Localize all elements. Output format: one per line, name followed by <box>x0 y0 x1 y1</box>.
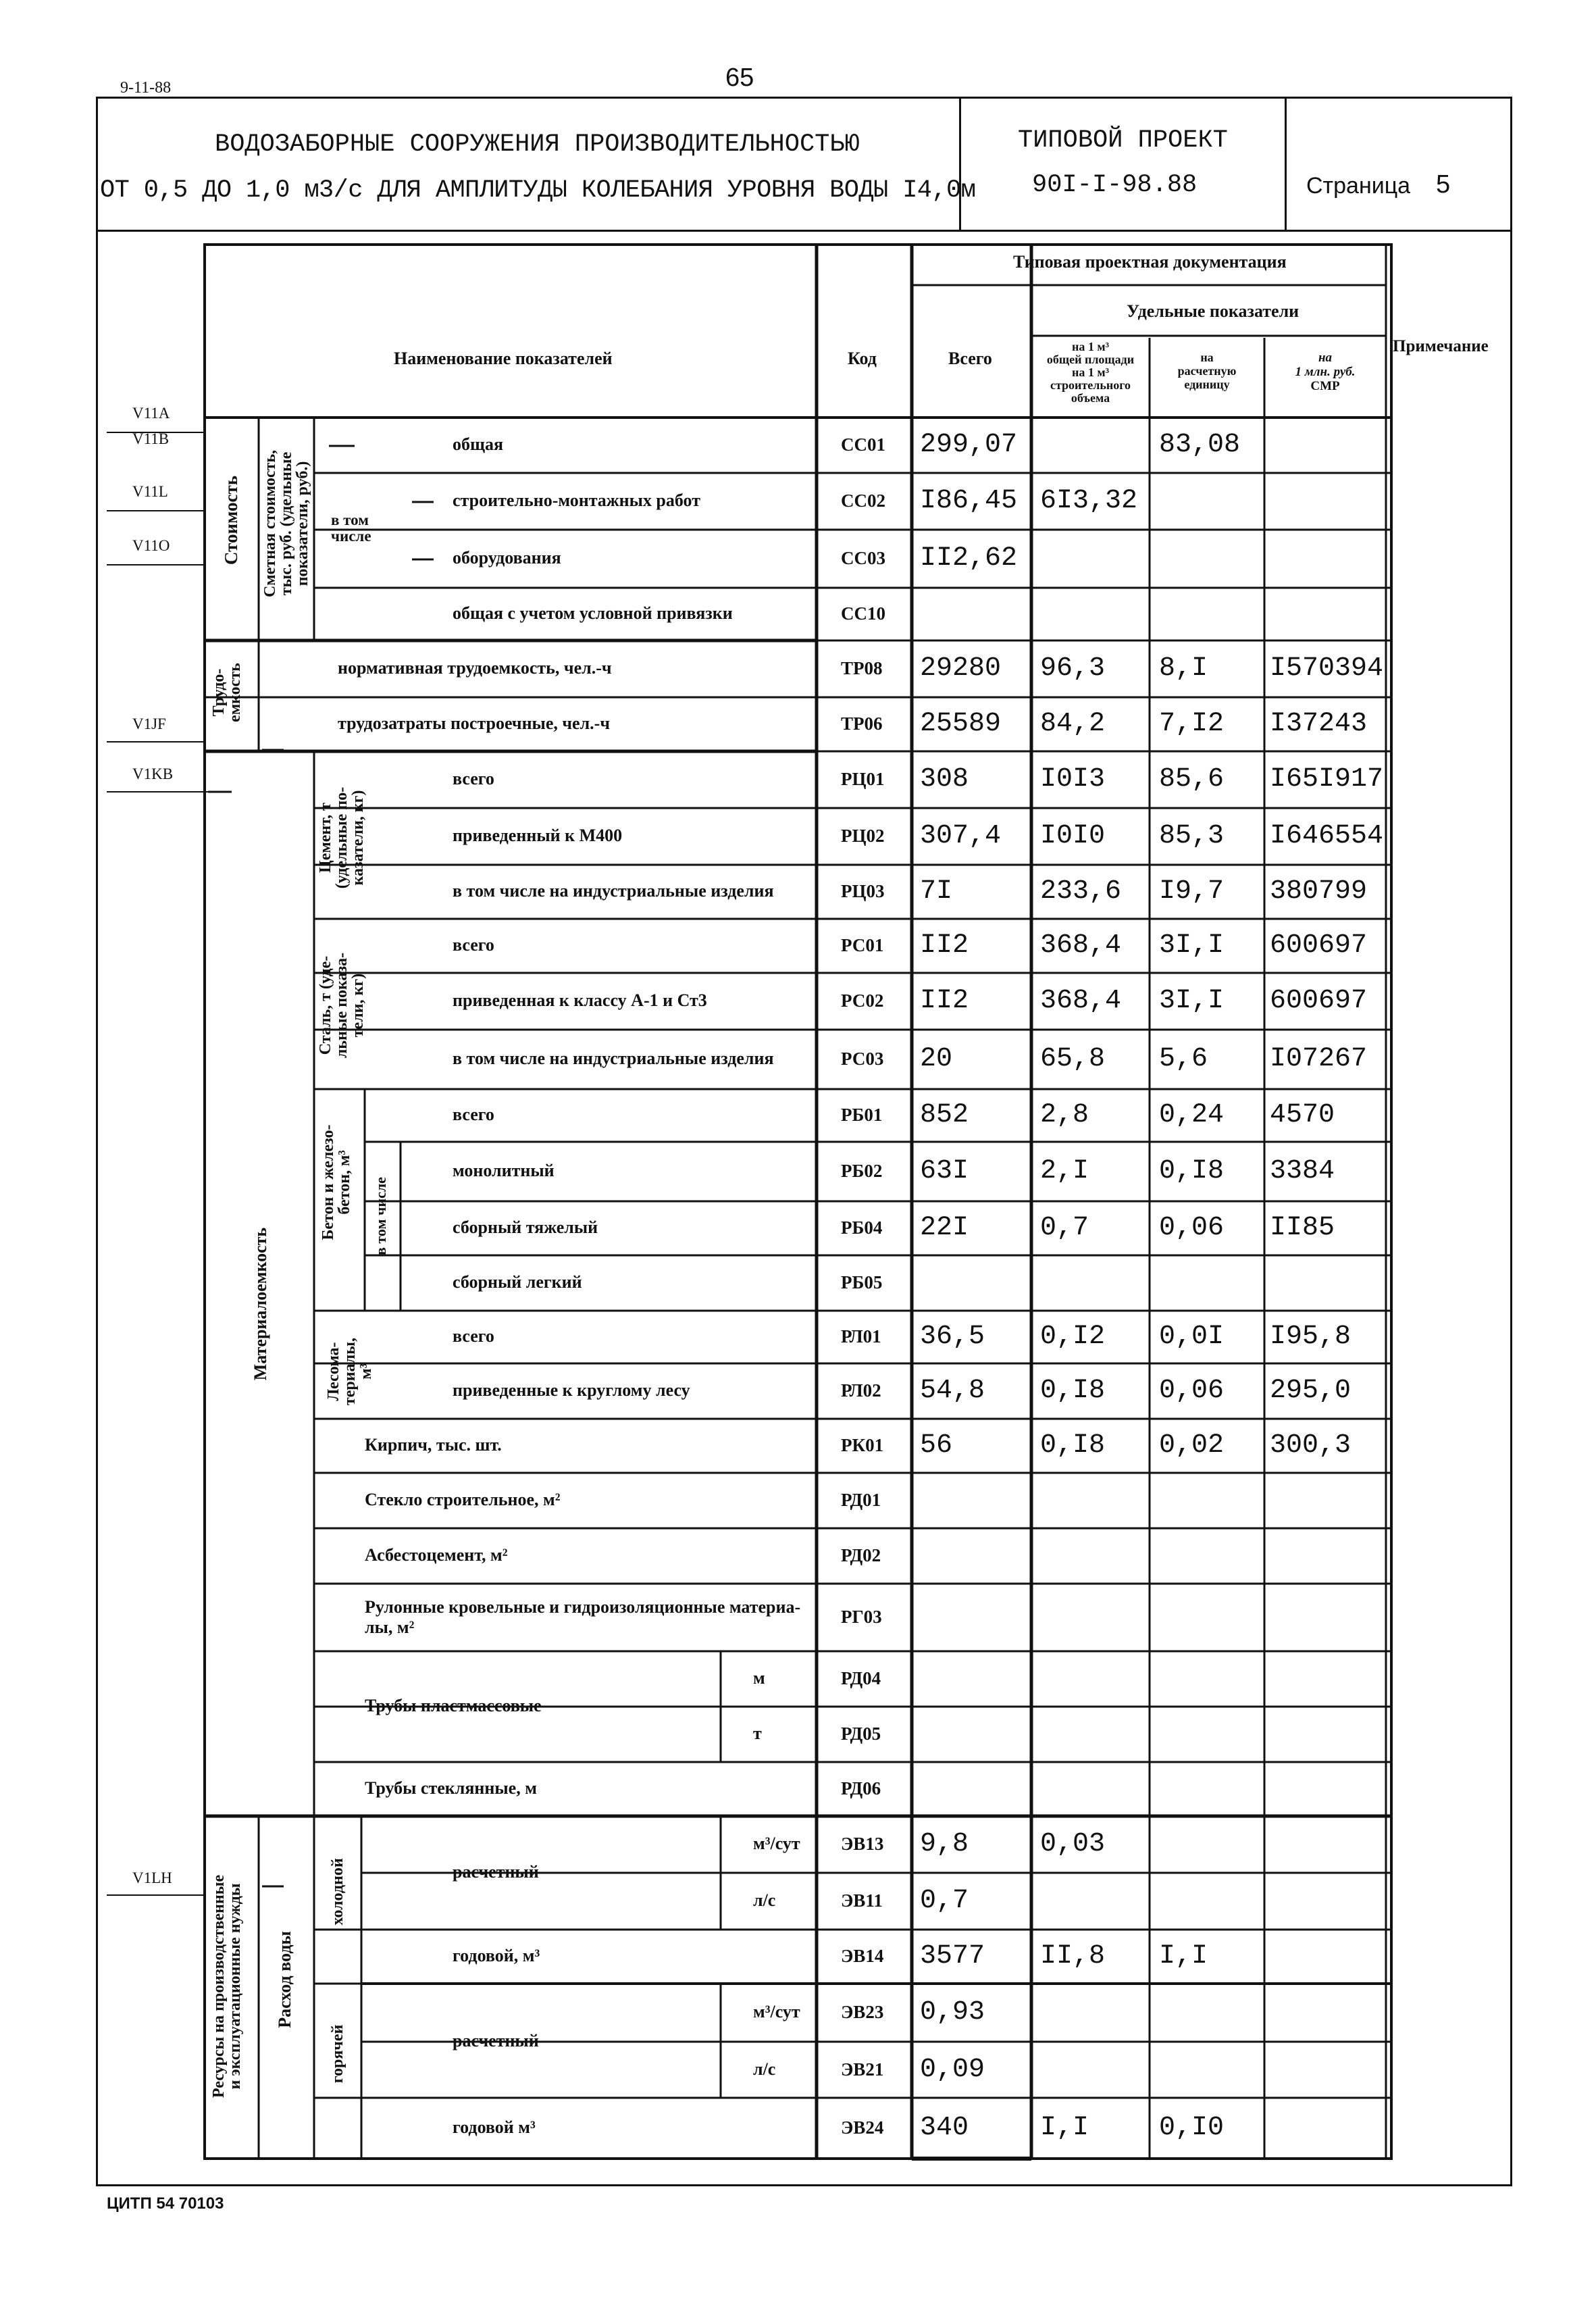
row-code: РЦ02 <box>841 826 885 846</box>
cell-per-mln: 4570 <box>1270 1100 1335 1130</box>
cell-per-mln: 295,0 <box>1270 1376 1352 1406</box>
row-code: РД01 <box>841 1490 881 1510</box>
row-name: всего <box>453 1326 494 1346</box>
footer-code: ЦИТП 54 70103 <box>107 2194 224 2213</box>
group-cement: Цемент, т (удельные по- казатели, кг) <box>317 786 367 889</box>
margin-code: V1LH <box>132 1869 172 1886</box>
margin-code: V1KB <box>132 765 174 782</box>
col-name-header: Наименование показателей <box>394 349 613 368</box>
cell-per-unit: 3I,I <box>1159 930 1225 961</box>
margin-code: V11O <box>132 537 170 554</box>
row-code: ТР06 <box>841 713 883 734</box>
cell-per-mln: 300,3 <box>1270 1430 1352 1461</box>
cell-per-m2: 368,4 <box>1040 986 1122 1016</box>
row-name: всего <box>453 1105 494 1124</box>
row-code: РЦ03 <box>841 881 885 901</box>
cell-per-m2: I0I3 <box>1040 764 1106 795</box>
cell-per-m2: 0,7 <box>1040 1213 1089 1243</box>
page-label: Страница <box>1306 173 1411 199</box>
row-name: Трубы пластмассовые <box>365 1696 542 1715</box>
row-name: всего <box>453 769 494 788</box>
col-total-header: Всего <box>948 349 992 368</box>
col-specific-header: Удельные показатели <box>1127 301 1299 321</box>
row-name: в том числе на индустриальные изделия <box>453 1049 774 1068</box>
row-code: РД04 <box>841 1668 881 1688</box>
cell-per-mln: I07267 <box>1270 1044 1368 1074</box>
cell-total: 0,7 <box>920 1886 969 1916</box>
cell-per-unit: 0,24 <box>1159 1100 1225 1130</box>
cell-per-m2: 0,I8 <box>1040 1376 1106 1406</box>
group-concrete: Бетон и железо- бетон, м³ <box>319 1124 353 1240</box>
cell-total: 63I <box>920 1156 969 1186</box>
row-name: Стекло строительное, м² <box>365 1490 561 1509</box>
row-unit-label: т <box>753 1724 762 1743</box>
cell-per-m2: 96,3 <box>1040 653 1106 684</box>
row-code: ЭВ11 <box>841 1890 883 1911</box>
cell-per-unit: I,I <box>1159 1941 1208 1971</box>
row-code: ТР08 <box>841 658 883 678</box>
margin-code: V1JF <box>132 715 166 732</box>
row-name: годовой м³ <box>453 2117 536 2137</box>
row-code: РД06 <box>841 1778 881 1799</box>
row-code: РЛ02 <box>841 1380 881 1401</box>
group-water: Расход воды <box>275 1931 294 2028</box>
row-name: общая <box>453 434 504 454</box>
group-material: Материалоемкость <box>251 1227 270 1381</box>
row-name: монолитный <box>453 1161 555 1180</box>
row-code: РД02 <box>841 1545 881 1565</box>
group-including: в том числе <box>331 511 371 545</box>
project-label: ТИПОВОЙ ПРОЕКТ <box>1018 126 1228 155</box>
cell-per-m2: 0,I8 <box>1040 1430 1106 1461</box>
row-name: лы, м² <box>365 1617 415 1637</box>
cell-per-m2: 6I3,32 <box>1040 486 1138 516</box>
cell-total: 7I <box>920 876 953 907</box>
row-name: строительно-монтажных работ <box>453 491 700 510</box>
group-labor: Трудо- емкость <box>210 663 244 722</box>
row-name: приведенные к круглому лесу <box>453 1380 690 1400</box>
row-code: ЭВ13 <box>841 1834 884 1854</box>
row-name: приведенный к М400 <box>453 826 623 845</box>
page-number: 65 <box>725 64 754 92</box>
cell-total: 36,5 <box>920 1322 985 1352</box>
row-name: расчетный <box>453 2031 539 2051</box>
cell-total: 852 <box>920 1100 969 1130</box>
cell-per-mln: II85 <box>1270 1213 1335 1243</box>
row-code: РЦ01 <box>841 769 885 789</box>
cell-per-unit: 85,3 <box>1159 821 1225 851</box>
cell-per-unit: 85,6 <box>1159 764 1225 795</box>
title-line-1: ВОДОЗАБОРНЫЕ СООРУЖЕНИЯ ПРОИЗВОДИТЕЛЬНОСТЬЮ <box>215 130 860 159</box>
cell-per-mln: 380799 <box>1270 876 1368 907</box>
cell-per-m2: 2,I <box>1040 1156 1089 1186</box>
row-name: приведенная к классу А-1 и Ст3 <box>453 990 707 1010</box>
row-unit-label: м³/сут <box>753 2002 800 2021</box>
row-code: РБ01 <box>841 1105 883 1125</box>
cell-per-unit: 3I,I <box>1159 986 1225 1016</box>
cell-total: I86,45 <box>920 486 1018 516</box>
cell-per-m2: 65,8 <box>1040 1044 1106 1074</box>
cell-per-mln: I570394 <box>1270 653 1384 684</box>
row-code: СС01 <box>841 434 885 455</box>
row-code: РК01 <box>841 1435 884 1455</box>
cell-per-m2: I,I <box>1040 2113 1089 2143</box>
col-per-mln-header: на 1 млн. руб. СМР <box>1295 351 1356 393</box>
row-name: общая с учетом условной привязки <box>453 603 733 623</box>
cell-total: 54,8 <box>920 1376 985 1406</box>
row-unit-label: м <box>753 1668 765 1688</box>
group-cost-sub: Сметная стоимость, тыс. руб. (удельные показатели, руб.) <box>261 449 311 598</box>
row-code: РС03 <box>841 1049 884 1069</box>
cell-per-unit: 0,I8 <box>1159 1156 1225 1186</box>
row-name: в том числе на индустриальные изделия <box>453 881 774 901</box>
cell-total: 308 <box>920 764 969 795</box>
cell-per-m2: 84,2 <box>1040 709 1106 739</box>
group-steel: Сталь, т (уде- льные показа- тели, кг) <box>317 952 367 1059</box>
cell-per-mln: 600697 <box>1270 930 1368 961</box>
cell-per-mln: I65I917 <box>1270 764 1384 795</box>
row-code: РД05 <box>841 1724 881 1744</box>
cell-per-unit: 0,0I <box>1159 1322 1225 1352</box>
project-number: 90I-I-98.88 <box>1032 171 1198 199</box>
group-cost: Стоимость <box>221 475 241 565</box>
row-code: СС03 <box>841 548 885 568</box>
col-code-header: Код <box>848 349 877 368</box>
cell-total: 0,93 <box>920 1997 985 2028</box>
group-timber: Лесома- териалы, м³ <box>325 1337 375 1406</box>
row-name: Кирпич, тыс. шт. <box>365 1435 502 1455</box>
cell-per-m2: 2,8 <box>1040 1100 1089 1130</box>
row-unit-label: м³/сут <box>753 1834 800 1853</box>
group-resources: Ресурсы на производственные и эксплуатационные нужды <box>210 1874 244 2098</box>
row-code: РБ05 <box>841 1272 883 1292</box>
cell-total: 307,4 <box>920 821 1002 851</box>
cell-per-mln: I37243 <box>1270 709 1368 739</box>
row-code: РБ02 <box>841 1161 883 1181</box>
cell-per-unit: I9,7 <box>1159 876 1225 907</box>
cell-per-m2: I0I0 <box>1040 821 1106 851</box>
row-code: РС01 <box>841 935 884 955</box>
cell-per-unit: 0,06 <box>1159 1376 1225 1406</box>
row-code: ЭВ24 <box>841 2117 884 2138</box>
row-code: РГ03 <box>841 1607 882 1627</box>
row-unit-label: л/с <box>753 2059 776 2079</box>
row-name: нормативная трудоемкость, чел.-ч <box>338 658 612 678</box>
cell-per-unit: 83,08 <box>1159 430 1241 460</box>
row-code: РЛ01 <box>841 1326 881 1347</box>
cell-total: 0,09 <box>920 2054 985 2085</box>
col-per-unit-header: на расчетную единицу <box>1177 351 1237 391</box>
cell-total: 20 <box>920 1044 953 1074</box>
row-name: Асбестоцемент, м² <box>365 1545 508 1565</box>
cell-per-m2: II,8 <box>1040 1941 1106 1971</box>
cell-per-mln: 600697 <box>1270 986 1368 1016</box>
cell-total: 56 <box>920 1430 953 1461</box>
cell-per-m2: 0,I2 <box>1040 1322 1106 1352</box>
cell-total: II2 <box>920 930 969 961</box>
title-line-2: ОТ 0,5 ДО 1,0 м3/с ДЛЯ АМПЛИТУДЫ КОЛЕБАНИЯ УРОВНЯ ВОДЫ I4,0м <box>100 176 976 205</box>
cell-total: II2 <box>920 986 969 1016</box>
cell-per-unit: 8,I <box>1159 653 1208 684</box>
group-cold: холодной <box>329 1858 346 1926</box>
row-name: сборный легкий <box>453 1272 582 1292</box>
page-value: 5 <box>1436 170 1451 199</box>
row-name: трудозатраты построечные, чел.-ч <box>338 713 610 733</box>
row-code: ЭВ21 <box>841 2059 884 2080</box>
col-group-header: Типовая проектная документация <box>1013 252 1287 272</box>
row-name: оборудования <box>453 548 561 568</box>
cell-total: 25589 <box>920 709 1002 739</box>
cell-total: 9,8 <box>920 1829 969 1859</box>
cell-per-m2: 0,03 <box>1040 1829 1106 1859</box>
group-hot: горячей <box>329 2024 346 2084</box>
row-name: сборный тяжелый <box>453 1217 598 1237</box>
margin-code: V11A <box>132 405 170 422</box>
row-code: ЭВ14 <box>841 1946 884 1966</box>
cell-per-mln: I95,8 <box>1270 1322 1352 1352</box>
row-name: годовой, м³ <box>453 1946 540 1965</box>
cell-total: 3577 <box>920 1941 985 1971</box>
cell-total: 299,07 <box>920 430 1018 460</box>
cell-total: II2,62 <box>920 543 1018 574</box>
doc-ref: 9-11-88 <box>120 79 172 97</box>
cell-total: 29280 <box>920 653 1002 684</box>
row-code: СС10 <box>841 603 885 624</box>
cell-per-mln: 3384 <box>1270 1156 1335 1186</box>
row-code: ЭВ23 <box>841 2002 884 2022</box>
row-name: всего <box>453 935 494 955</box>
row-code: РБ04 <box>841 1217 883 1238</box>
row-name: Трубы стеклянные, м <box>365 1778 537 1798</box>
cell-per-m2: 233,6 <box>1040 876 1122 907</box>
cell-total: 22I <box>920 1213 969 1243</box>
cell-per-unit: 0,06 <box>1159 1213 1225 1243</box>
col-note-header: Примечание <box>1393 337 1489 355</box>
col-per-m2-header: на 1 м³ общей площади на 1 м³ строительного объема <box>1046 340 1135 405</box>
cell-per-unit: 0,I0 <box>1159 2113 1225 2143</box>
row-code: СС02 <box>841 491 885 511</box>
row-name: Рулонные кровельные и гидроизоляционные материа- <box>365 1597 801 1617</box>
cell-per-unit: 5,6 <box>1159 1044 1208 1074</box>
cell-per-unit: 0,02 <box>1159 1430 1225 1461</box>
cell-per-unit: 7,I2 <box>1159 709 1225 739</box>
cell-per-m2: 368,4 <box>1040 930 1122 961</box>
row-unit-label: л/с <box>753 1890 776 1910</box>
row-name: расчетный <box>453 1862 539 1882</box>
cell-total: 340 <box>920 2113 969 2143</box>
margin-code: V11B <box>132 430 170 447</box>
group-concrete-incl: в том числе <box>372 1177 389 1255</box>
row-code: РС02 <box>841 990 884 1011</box>
margin-code: V11L <box>132 483 168 500</box>
cell-per-mln: I646554 <box>1270 821 1384 851</box>
